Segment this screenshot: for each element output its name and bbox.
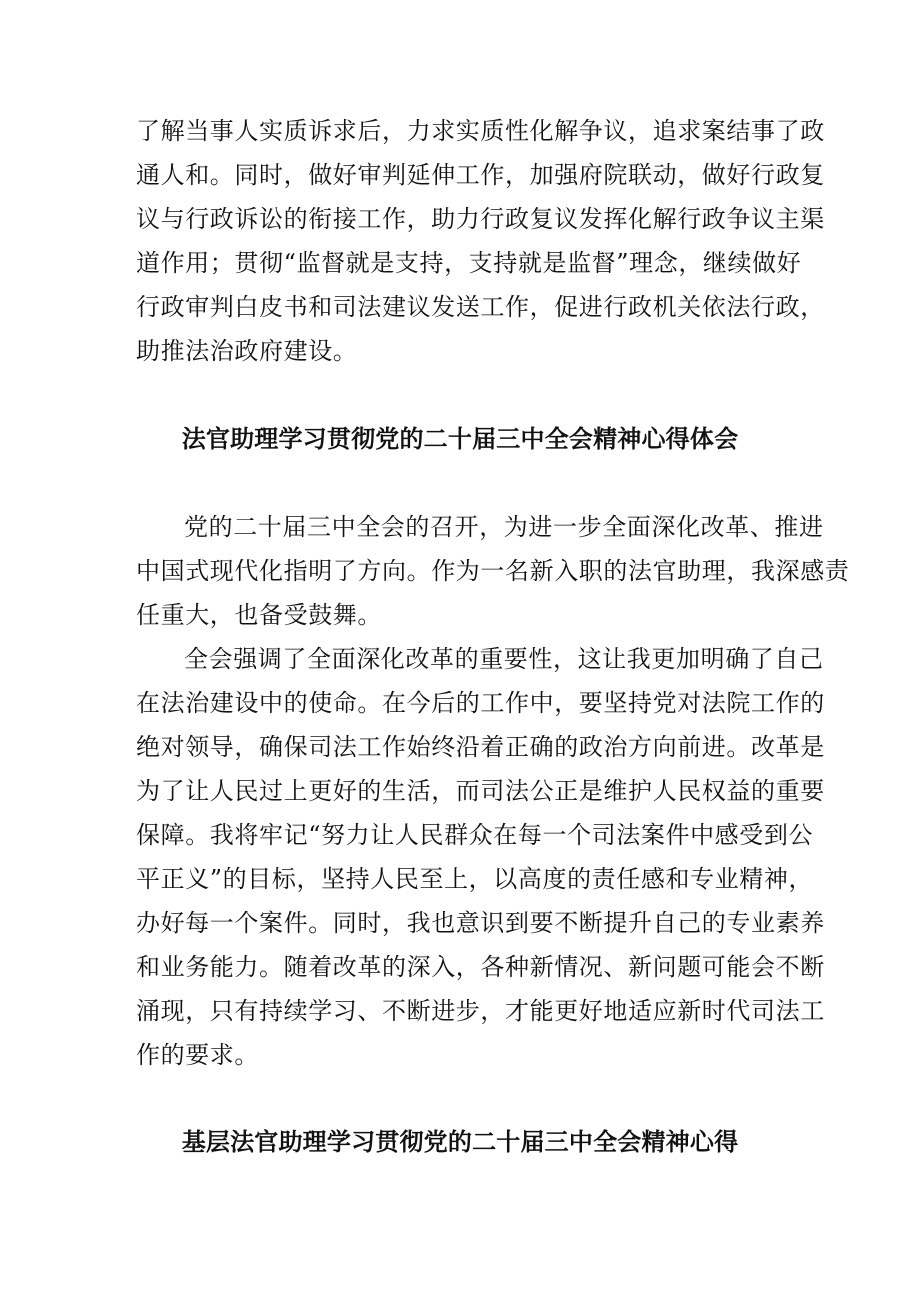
body-line: 涌现，只有持续学习、不断进步，才能更好地适应新时代司法工 [136, 997, 825, 1025]
body-line: 中国式现代化指明了方向。作为一名新入职的法官助理，我深感责 [136, 557, 850, 585]
body-line: 保障。我将牢记“努力让人民群众在每一个司法案件中感受到公 [136, 821, 814, 849]
section-heading: 基层法官助理学习贯彻党的二十届三中全会精神心得 [181, 1127, 739, 1156]
body-line: 党的二十届三中全会的召开，为进一步全面深化改革、推进 [184, 513, 824, 541]
body-line: 和业务能力。随着改革的深入，各种新情况、新问题可能会不断 [136, 953, 825, 981]
body-line: 平正义”的目标，坚持人民至上，以高度的责任感和专业精神， [136, 865, 814, 893]
body-line: 了解当事人实质诉求后，力求实质性化解争议，追求案结事了政 [136, 117, 825, 145]
body-line: 全会强调了全面深化改革的重要性，这让我更加明确了自己 [184, 645, 824, 673]
body-line: 助推法治政府建设。 [136, 337, 358, 365]
body-line: 通人和。同时，做好审判延伸工作，加强府院联动，做好行政复 [136, 161, 825, 189]
body-line: 绝对领导，确保司法工作始终沿着正确的政治方向前进。改革是 [136, 733, 825, 761]
body-line: 议与行政诉讼的衔接工作，助力行政复议发挥化解行政争议主渠 [136, 205, 825, 233]
body-line: 行政审判白皮书和司法建议发送工作，促进行政机关依法行政， [136, 293, 825, 321]
body-line: 办好每一个案件。同时，我也意识到要不断提升自己的专业素养 [136, 909, 825, 937]
section-heading: 法官助理学习贯彻党的二十届三中全会精神心得体会 [181, 424, 739, 453]
body-line: 在法治建设中的使命。在今后的工作中，要坚持党对法院工作的 [136, 689, 825, 717]
body-line: 为了让人民过上更好的生活，而司法公正是维护人民权益的重要 [136, 777, 825, 805]
body-line: 道作用；贯彻“监督就是支持，支持就是监督”理念，继续做好 [136, 249, 802, 277]
body-line: 作的要求。 [136, 1041, 259, 1069]
body-line: 任重大，也备受鼓舞。 [136, 601, 382, 629]
